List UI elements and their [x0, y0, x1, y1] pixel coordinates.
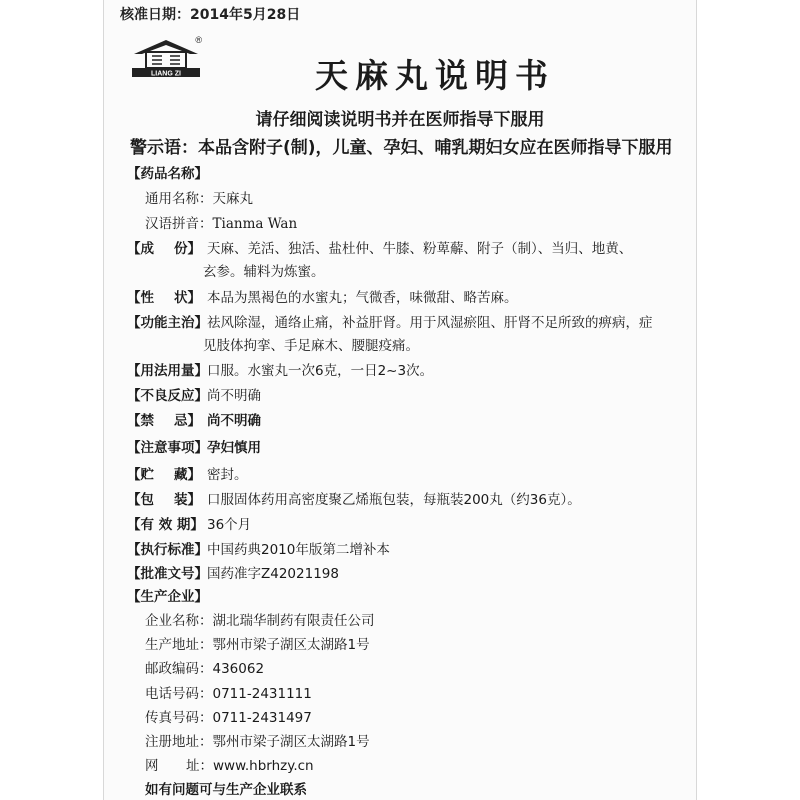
ingredients-continued: 玄参。辅料为炼蜜。	[203, 264, 325, 280]
phone-row: 电话号码：0711-2431111	[145, 686, 312, 702]
address-row: 生产地址：鄂州市梁子湖区太湖路1号	[145, 637, 370, 653]
indications-continued: 见肢体拘挛、手足麻木、腰腿疫痛。	[203, 338, 419, 354]
fax-row: 传真号码：0711-2431497	[145, 710, 312, 726]
package-row: 【包 装】 口服固体药用高密度聚乙烯瓶包装，每瓶装200丸（约36克）。	[127, 492, 581, 508]
company-row: 企业名称：湖北瑞华制药有限责任公司	[145, 613, 375, 629]
properties-row: 【性 状】 本品为黑褐色的水蜜丸；气微香，味微甜、略苦麻。	[127, 290, 518, 306]
storage-row: 【贮 藏】 密封。	[127, 467, 248, 483]
page-title: 天麻丸说明书	[315, 56, 555, 95]
approval-number-row: 【批准文号】国药准字Z42021198	[127, 566, 339, 582]
contraindications-row: 【禁 忌】 尚不明确	[127, 413, 261, 429]
manufacturer-heading: 【生产企业】	[127, 589, 208, 605]
precautions-row: 【注意事项】孕妇慎用	[127, 440, 261, 456]
ingredients-row: 【成 份】 天麻、羌活、独活、盐杜仲、牛膝、粉萆薢、附子（制）、当归、地黄、	[127, 241, 633, 257]
adverse-row: 【不良反应】尚不明确	[127, 388, 261, 404]
logo-text: LIANG ZI	[151, 70, 181, 78]
validity-row: 【有 效 期】 36个月	[127, 517, 252, 533]
website-row: 网 址： www.hbrhzy.cn	[145, 758, 314, 774]
usage-row: 【用法用量】口服。水蜜丸一次6克，一日2~3次。	[127, 363, 434, 379]
approval-date: 核准日期：2014年5月28日	[120, 7, 301, 23]
pinyin-row: 汉语拼音：Tianma Wan	[145, 216, 298, 232]
generic-name-row: 通用名称：天麻丸	[145, 191, 253, 207]
subtitle: 请仔细阅读说明书并在医师指导下服用	[255, 110, 545, 130]
standard-row: 【执行标准】中国药典2010年版第二增补本	[127, 542, 390, 558]
warning-text: 警示语：本品含附子(制)，儿童、孕妇、哺乳期妇女应在医师指导下服用	[130, 138, 673, 158]
registered-address-row: 注册地址：鄂州市梁子湖区太湖路1号	[145, 734, 370, 750]
postcode-row: 邮政编码：436062	[145, 661, 265, 677]
indications-row: 【功能主治】祛风除湿，通络止痛，补益肝肾。用于风湿瘀阻、肝肾不足所致的痹病，症	[127, 315, 653, 331]
registered-mark: ®	[195, 35, 202, 45]
contact-note: 如有问题可与生产企业联系	[145, 782, 307, 798]
drug-name-heading: 【药品名称】	[127, 166, 208, 182]
